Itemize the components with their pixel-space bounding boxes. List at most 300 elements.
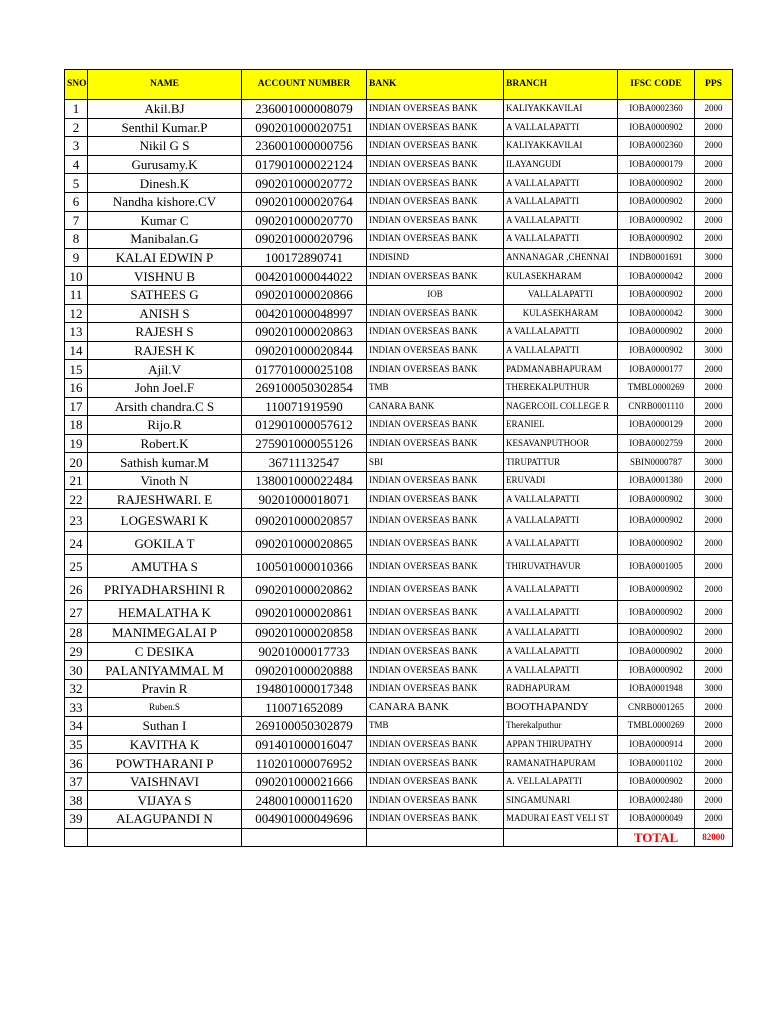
row-branch: Therekalputhur	[504, 717, 618, 736]
row-bank: TMB	[367, 717, 504, 736]
row-branch: A VALLALAPATTI	[504, 532, 618, 555]
row-ifsc-code: IOBA0002480	[618, 791, 695, 810]
row-pps: 2000	[695, 642, 733, 661]
row-account-number: 090201000020861	[242, 601, 367, 624]
row-pps: 2000	[695, 555, 733, 578]
row-name: Kumar C	[88, 211, 242, 230]
row-pps: 2000	[695, 735, 733, 754]
row-branch: THIRUVATHAVUR	[504, 555, 618, 578]
row-branch: NAGERCOIL COLLEGE R	[504, 397, 618, 416]
row-bank: INDIAN OVERSEAS BANK	[367, 578, 504, 601]
table-row	[65, 661, 733, 680]
table-row	[65, 267, 733, 286]
row-name: VAISHNAVI	[88, 772, 242, 791]
row-bank: INDIAN OVERSEAS BANK	[367, 323, 504, 342]
total-empty-cell	[88, 828, 242, 846]
row-account-number: 138001000022484	[242, 471, 367, 490]
row-name: Sathish kumar.M	[88, 453, 242, 472]
row-ifsc-code: IOBA0001005	[618, 555, 695, 578]
row-branch: A VALLALAPATTI	[504, 192, 618, 211]
table-row	[65, 416, 733, 435]
table-row	[65, 642, 733, 661]
row-ifsc-code: IOBA0002360	[618, 100, 695, 119]
row-name: POWTHARANI P	[88, 754, 242, 773]
row-branch: A VALLALAPATTI	[504, 578, 618, 601]
row-pps: 2000	[695, 360, 733, 379]
total-row	[65, 828, 733, 846]
row-name: Ruben.S	[88, 698, 242, 717]
row-pps: 2000	[695, 397, 733, 416]
row-name: VISHNU B	[88, 267, 242, 286]
row-name: RAJESH S	[88, 323, 242, 342]
row-account-number: 090201000020888	[242, 661, 367, 680]
row-bank: INDIAN OVERSEAS BANK	[367, 118, 504, 137]
row-sno: 9	[65, 248, 88, 267]
table-header	[65, 70, 733, 100]
total-value: 82000	[695, 828, 733, 846]
row-ifsc-code: IOBA0000902	[618, 772, 695, 791]
row-sno: 23	[65, 509, 88, 532]
row-branch: ERUVADI	[504, 471, 618, 490]
row-pps: 2000	[695, 661, 733, 680]
row-name: KAVITHA K	[88, 735, 242, 754]
row-branch: KULASEKHARAM	[504, 267, 618, 286]
row-bank: INDISIND	[367, 248, 504, 267]
row-pps: 2000	[695, 174, 733, 193]
row-branch: A VALLALAPATTI	[504, 601, 618, 624]
row-bank: INDIAN OVERSEAS BANK	[367, 679, 504, 698]
row-bank: INDIAN OVERSEAS BANK	[367, 360, 504, 379]
row-sno: 19	[65, 434, 88, 453]
row-sno: 32	[65, 679, 88, 698]
table-footer	[65, 828, 733, 846]
table-row	[65, 679, 733, 698]
table-row	[65, 285, 733, 304]
row-bank: INDIAN OVERSEAS BANK	[367, 267, 504, 286]
row-pps: 2000	[695, 754, 733, 773]
row-bank: INDIAN OVERSEAS BANK	[367, 174, 504, 193]
row-branch: BOOTHAPANDY	[504, 698, 618, 717]
row-bank: INDIAN OVERSEAS BANK	[367, 100, 504, 119]
row-bank: INDIAN OVERSEAS BANK	[367, 555, 504, 578]
column-header-bank: BANK	[367, 70, 504, 100]
row-ifsc-code: IOBA0000179	[618, 155, 695, 174]
table-row	[65, 754, 733, 773]
row-name: Nikil G S	[88, 137, 242, 156]
row-account-number: 90201000018071	[242, 490, 367, 509]
table-row	[65, 555, 733, 578]
row-pps: 2000	[695, 137, 733, 156]
row-pps: 2000	[695, 791, 733, 810]
row-name: HEMALATHA K	[88, 601, 242, 624]
row-branch: A VALLALAPATTI	[504, 642, 618, 661]
row-pps: 2000	[695, 434, 733, 453]
row-ifsc-code: INDB0001691	[618, 248, 695, 267]
row-bank: INDIAN OVERSEAS BANK	[367, 341, 504, 360]
row-pps: 3000	[695, 490, 733, 509]
row-account-number: 090201000020863	[242, 323, 367, 342]
row-branch: ILAYANGUDI	[504, 155, 618, 174]
row-sno: 11	[65, 285, 88, 304]
row-branch: A VALLALAPATTI	[504, 323, 618, 342]
row-account-number: 236001000008079	[242, 100, 367, 119]
row-name: RAJESHWARI. E	[88, 490, 242, 509]
row-ifsc-code: IOBA0000902	[618, 192, 695, 211]
column-header-pps: PPS	[695, 70, 733, 100]
row-name: Rijo.R	[88, 416, 242, 435]
row-account-number: 90201000017733	[242, 642, 367, 661]
table-row	[65, 791, 733, 810]
row-branch: SINGAMUNARI	[504, 791, 618, 810]
total-empty-cell	[65, 828, 88, 846]
row-name: Nandha kishore.CV	[88, 192, 242, 211]
table-row	[65, 248, 733, 267]
table-row	[65, 735, 733, 754]
row-sno: 34	[65, 717, 88, 736]
row-bank: IOB	[367, 285, 504, 304]
row-ifsc-code: TMBL0000269	[618, 378, 695, 397]
row-branch: A VALLALAPATTI	[504, 509, 618, 532]
row-name: Vinoth N	[88, 471, 242, 490]
row-account-number: 017701000025108	[242, 360, 367, 379]
row-pps: 2000	[695, 323, 733, 342]
table-row	[65, 624, 733, 643]
row-bank: INDIAN OVERSEAS BANK	[367, 509, 504, 532]
row-sno: 13	[65, 323, 88, 342]
column-header-account: ACCOUNT NUMBER	[242, 70, 367, 100]
row-pps: 2000	[695, 118, 733, 137]
row-bank: INDIAN OVERSEAS BANK	[367, 230, 504, 249]
row-bank: INDIAN OVERSEAS BANK	[367, 810, 504, 829]
table-row	[65, 341, 733, 360]
total-empty-cell	[242, 828, 367, 846]
row-sno: 2	[65, 118, 88, 137]
row-ifsc-code: IOBA0001102	[618, 754, 695, 773]
row-ifsc-code: IOBA0000902	[618, 509, 695, 532]
row-ifsc-code: SBIN0000787	[618, 453, 695, 472]
row-name: Akil.BJ	[88, 100, 242, 119]
column-header-name: NAME	[88, 70, 242, 100]
row-pps: 3000	[695, 453, 733, 472]
row-branch: A VALLALAPATTI	[504, 624, 618, 643]
row-bank: INDIAN OVERSEAS BANK	[367, 601, 504, 624]
row-account-number: 090201000020857	[242, 509, 367, 532]
row-ifsc-code: IOBA0000902	[618, 490, 695, 509]
row-sno: 37	[65, 772, 88, 791]
table-row	[65, 323, 733, 342]
row-sno: 29	[65, 642, 88, 661]
row-account-number: 269100050302879	[242, 717, 367, 736]
row-sno: 33	[65, 698, 88, 717]
row-ifsc-code: TMBL0000269	[618, 717, 695, 736]
row-name: Manibalan.G	[88, 230, 242, 249]
row-bank: INDIAN OVERSEAS BANK	[367, 532, 504, 555]
row-name: Suthan I	[88, 717, 242, 736]
row-sno: 21	[65, 471, 88, 490]
row-bank: INDIAN OVERSEAS BANK	[367, 471, 504, 490]
row-branch: KESAVANPUTHOOR	[504, 434, 618, 453]
row-name: PRIYADHARSHINI R	[88, 578, 242, 601]
row-name: C DESIKA	[88, 642, 242, 661]
row-ifsc-code: IOBA0001380	[618, 471, 695, 490]
row-ifsc-code: IOBA0000902	[618, 323, 695, 342]
table-row	[65, 137, 733, 156]
table-row	[65, 698, 733, 717]
row-ifsc-code: IOBA0002360	[618, 137, 695, 156]
row-bank: SBI	[367, 453, 504, 472]
table-row	[65, 360, 733, 379]
row-account-number: 090201000021666	[242, 772, 367, 791]
row-account-number: 017901000022124	[242, 155, 367, 174]
row-pps: 2000	[695, 211, 733, 230]
row-account-number: 236001000000756	[242, 137, 367, 156]
row-name: Gurusamy.K	[88, 155, 242, 174]
column-header-ifsc: IFSC CODE	[618, 70, 695, 100]
row-sno: 28	[65, 624, 88, 643]
row-ifsc-code: IOBA0000902	[618, 532, 695, 555]
row-sno: 30	[65, 661, 88, 680]
table-row	[65, 490, 733, 509]
row-name: GOKILA T	[88, 532, 242, 555]
row-sno: 4	[65, 155, 88, 174]
table-row	[65, 155, 733, 174]
row-sno: 5	[65, 174, 88, 193]
row-account-number: 269100050302854	[242, 378, 367, 397]
row-pps: 3000	[695, 304, 733, 323]
row-account-number: 090201000020844	[242, 341, 367, 360]
table-row	[65, 378, 733, 397]
row-sno: 26	[65, 578, 88, 601]
row-ifsc-code: IOBA0002759	[618, 434, 695, 453]
row-name: ANISH S	[88, 304, 242, 323]
row-bank: TMB	[367, 378, 504, 397]
row-pps: 2000	[695, 285, 733, 304]
row-account-number: 090201000020796	[242, 230, 367, 249]
row-sno: 7	[65, 211, 88, 230]
row-branch: A. VELLALAPATTI	[504, 772, 618, 791]
table-row	[65, 434, 733, 453]
row-name: LOGESWARI K	[88, 509, 242, 532]
row-name: SATHEES G	[88, 285, 242, 304]
row-ifsc-code: IOBA0000902	[618, 174, 695, 193]
row-pps: 2000	[695, 601, 733, 624]
row-sno: 36	[65, 754, 88, 773]
row-branch: A VALLALAPATTI	[504, 211, 618, 230]
row-name: MANIMEGALAI P	[88, 624, 242, 643]
row-bank: INDIAN OVERSEAS BANK	[367, 754, 504, 773]
row-sno: 1	[65, 100, 88, 119]
row-sno: 17	[65, 397, 88, 416]
row-sno: 39	[65, 810, 88, 829]
row-branch: A VALLALAPATTI	[504, 490, 618, 509]
column-header-branch: BRANCH	[504, 70, 618, 100]
row-name: RAJESH K	[88, 341, 242, 360]
total-empty-cell	[504, 828, 618, 846]
row-branch: ANNANAGAR ,CHENNAI	[504, 248, 618, 267]
table-row	[65, 211, 733, 230]
row-branch: APPAN THIRUPATHY	[504, 735, 618, 754]
row-bank: INDIAN OVERSEAS BANK	[367, 137, 504, 156]
row-bank: CANARA BANK	[367, 698, 504, 717]
row-account-number: 110071919590	[242, 397, 367, 416]
row-name: PALANIYAMMAL M	[88, 661, 242, 680]
row-ifsc-code: IOBA0000902	[618, 642, 695, 661]
row-branch: VALLALAPATTI	[504, 285, 618, 304]
row-sno: 6	[65, 192, 88, 211]
table-row	[65, 532, 733, 555]
row-branch: KALIYAKKAVILAI	[504, 100, 618, 119]
row-account-number: 36711132547	[242, 453, 367, 472]
table-row	[65, 192, 733, 211]
row-name: Senthil Kumar.P	[88, 118, 242, 137]
row-account-number: 194801000017348	[242, 679, 367, 698]
row-bank: INDIAN OVERSEAS BANK	[367, 155, 504, 174]
row-bank: INDIAN OVERSEAS BANK	[367, 416, 504, 435]
table-body	[65, 100, 733, 829]
row-ifsc-code: IOBA0000129	[618, 416, 695, 435]
row-pps: 2000	[695, 509, 733, 532]
beneficiary-table	[64, 69, 733, 847]
row-bank: INDIAN OVERSEAS BANK	[367, 490, 504, 509]
row-branch: A VALLALAPATTI	[504, 118, 618, 137]
row-sno: 38	[65, 791, 88, 810]
row-pps: 3000	[695, 248, 733, 267]
row-ifsc-code: IOBA0000902	[618, 624, 695, 643]
row-pps: 2000	[695, 717, 733, 736]
row-sno: 10	[65, 267, 88, 286]
row-sno: 25	[65, 555, 88, 578]
row-branch: A VALLALAPATTI	[504, 661, 618, 680]
row-branch: ERANIEL	[504, 416, 618, 435]
row-pps: 2000	[695, 624, 733, 643]
row-ifsc-code: IOBA0001948	[618, 679, 695, 698]
row-account-number: 004901000049696	[242, 810, 367, 829]
row-bank: INDIAN OVERSEAS BANK	[367, 735, 504, 754]
row-sno: 18	[65, 416, 88, 435]
row-pps: 2000	[695, 100, 733, 119]
row-pps: 2000	[695, 698, 733, 717]
row-pps: 2000	[695, 192, 733, 211]
table-row	[65, 174, 733, 193]
row-bank: INDIAN OVERSEAS BANK	[367, 434, 504, 453]
row-branch: KALIYAKKAVILAI	[504, 137, 618, 156]
row-ifsc-code: CNRB0001110	[618, 397, 695, 416]
row-account-number: 091401000016047	[242, 735, 367, 754]
row-pps: 3000	[695, 341, 733, 360]
row-bank: INDIAN OVERSEAS BANK	[367, 192, 504, 211]
row-sno: 24	[65, 532, 88, 555]
row-account-number: 012901000057612	[242, 416, 367, 435]
row-bank: INDIAN OVERSEAS BANK	[367, 211, 504, 230]
row-sno: 3	[65, 137, 88, 156]
table-row	[65, 304, 733, 323]
row-account-number: 090201000020865	[242, 532, 367, 555]
row-sno: 15	[65, 360, 88, 379]
row-sno: 8	[65, 230, 88, 249]
row-name: Arsith chandra.C S	[88, 397, 242, 416]
table-row	[65, 100, 733, 119]
row-bank: CANARA BANK	[367, 397, 504, 416]
table-row	[65, 601, 733, 624]
row-bank: INDIAN OVERSEAS BANK	[367, 661, 504, 680]
row-pps: 2000	[695, 416, 733, 435]
row-ifsc-code: IOBA0000902	[618, 578, 695, 601]
row-branch: MADURAI EAST VELI ST	[504, 810, 618, 829]
row-account-number: 004201000048997	[242, 304, 367, 323]
row-account-number: 090201000020764	[242, 192, 367, 211]
row-ifsc-code: IOBA0000902	[618, 118, 695, 137]
table-row	[65, 509, 733, 532]
row-branch: KULASEKHARAM	[504, 304, 618, 323]
row-ifsc-code: IOBA0000914	[618, 735, 695, 754]
row-pps: 2000	[695, 378, 733, 397]
row-branch: THEREKALPUTHUR	[504, 378, 618, 397]
row-pps: 3000	[695, 679, 733, 698]
row-account-number: 090201000020862	[242, 578, 367, 601]
row-name: VIJAYA S	[88, 791, 242, 810]
row-bank: INDIAN OVERSEAS BANK	[367, 624, 504, 643]
row-account-number: 090201000020858	[242, 624, 367, 643]
row-branch: A VALLALAPATTI	[504, 174, 618, 193]
row-account-number: 100501000010366	[242, 555, 367, 578]
row-name: Ajil.V	[88, 360, 242, 379]
row-account-number: 090201000020866	[242, 285, 367, 304]
row-sno: 35	[65, 735, 88, 754]
row-account-number: 100172890741	[242, 248, 367, 267]
row-bank: INDIAN OVERSEAS BANK	[367, 642, 504, 661]
row-ifsc-code: IOBA0000042	[618, 304, 695, 323]
row-bank: INDIAN OVERSEAS BANK	[367, 304, 504, 323]
row-account-number: 275901000055126	[242, 434, 367, 453]
row-bank: INDIAN OVERSEAS BANK	[367, 791, 504, 810]
row-name: AMUTHA S	[88, 555, 242, 578]
row-name: Dinesh.K	[88, 174, 242, 193]
row-branch: RAMANATHAPURAM	[504, 754, 618, 773]
row-account-number: 004201000044022	[242, 267, 367, 286]
row-pps: 2000	[695, 267, 733, 286]
row-ifsc-code: IOBA0000177	[618, 360, 695, 379]
row-ifsc-code: IOBA0000902	[618, 601, 695, 624]
row-ifsc-code: IOBA0000042	[618, 267, 695, 286]
total-label: TOTAL	[618, 828, 695, 846]
row-ifsc-code: IOBA0000902	[618, 341, 695, 360]
row-name: Pravin R	[88, 679, 242, 698]
column-header-sno: SNO	[65, 70, 88, 100]
row-name: KALAI EDWIN P	[88, 248, 242, 267]
row-pps: 2000	[695, 772, 733, 791]
row-pps: 2000	[695, 230, 733, 249]
total-empty-cell	[367, 828, 504, 846]
row-account-number: 090201000020772	[242, 174, 367, 193]
row-bank: INDIAN OVERSEAS BANK	[367, 772, 504, 791]
row-sno: 16	[65, 378, 88, 397]
row-sno: 27	[65, 601, 88, 624]
row-ifsc-code: IOBA0000049	[618, 810, 695, 829]
row-ifsc-code: IOBA0000902	[618, 661, 695, 680]
table-row	[65, 397, 733, 416]
row-ifsc-code: IOBA0000902	[618, 211, 695, 230]
table-row	[65, 810, 733, 829]
row-account-number: 090201000020770	[242, 211, 367, 230]
row-account-number: 248001000011620	[242, 791, 367, 810]
row-sno: 20	[65, 453, 88, 472]
row-account-number: 090201000020751	[242, 118, 367, 137]
row-name: Robert.K	[88, 434, 242, 453]
row-branch: TIRUPATTUR	[504, 453, 618, 472]
row-ifsc-code: CNRB0001265	[618, 698, 695, 717]
table-row	[65, 578, 733, 601]
row-sno: 12	[65, 304, 88, 323]
